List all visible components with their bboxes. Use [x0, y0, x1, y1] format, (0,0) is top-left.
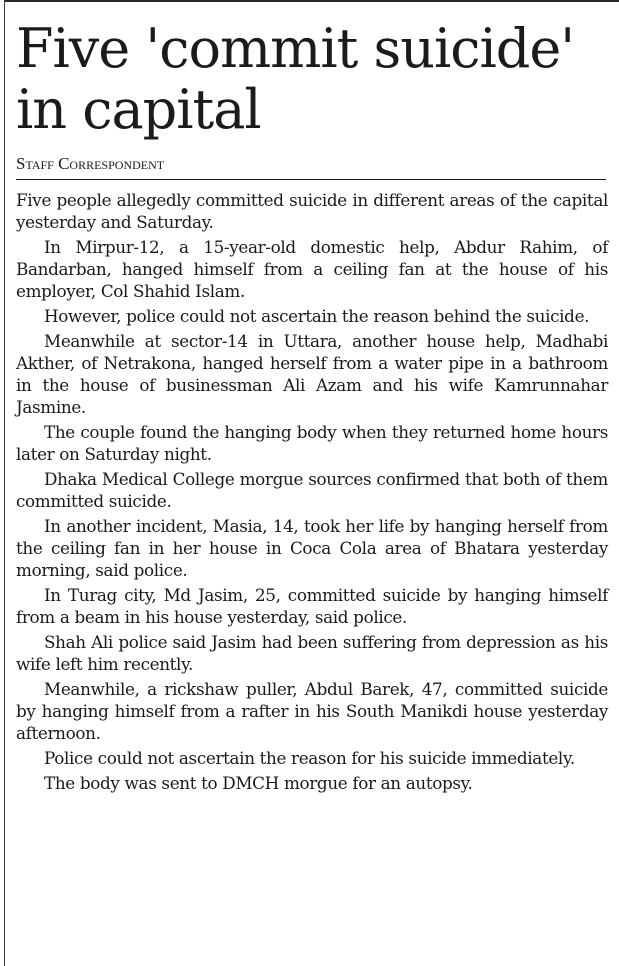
paragraph-8: In Turag city, Md Jasim, 25, committed suicide by hanging himself from a beam in his house yesterday, said police.	[16, 585, 608, 627]
paragraph-10: Meanwhile, a rickshaw puller, Abdul Barek, 47, committed suicide by hanging himself from a rafter in his South Manikdi house yesterday afternoon.	[16, 679, 608, 743]
paragraph-12: The body was sent to DMCH morgue for an autopsy.	[44, 773, 473, 793]
news-article	[16, 18, 608, 797]
paragraph-2: In Mirpur-12, a 15-year-old domestic help, Abdur Rahim, of Bandarban, hanged himself from a ceiling fan at the house of his employer, Col Shahid Islam.	[16, 237, 608, 301]
paragraph-5: The couple found the hanging body when they returned home hours later on Saturday night.	[16, 422, 608, 464]
article-body	[16, 189, 608, 794]
headline	[16, 18, 608, 140]
byline: Staff Correspondent	[16, 154, 606, 180]
headline-line-2: in capital	[16, 78, 261, 141]
paragraph-11: Police could not ascertain the reason for his suicide immediately.	[44, 748, 575, 768]
paragraph-3: However, police could not ascertain the reason behind the suicide.	[44, 306, 590, 326]
headline-line-1: Five 'commit suicide'	[16, 17, 575, 80]
left-border	[4, 0, 5, 966]
top-border	[4, 0, 619, 2]
paragraph-1: Five people allegedly committed suicide in different areas of the capital yesterday and Saturday.	[16, 190, 608, 232]
paragraph-6: Dhaka Medical College morgue sources confirmed that both of them committed suicide.	[16, 469, 608, 511]
paragraph-7: In another incident, Masia, 14, took her life by hanging herself from the ceiling fan in her house in Coca Cola area of Bhatara yesterday morning, said police.	[16, 516, 608, 580]
paragraph-4: Meanwhile at sector-14 in Uttara, another house help, Madhabi Akther, of Netrakona, hanged herself from a water pipe in a bathroom in the house of businessman Ali Azam and his wife Kamrunnahar Jasmine.	[16, 331, 608, 417]
paragraph-9: Shah Ali police said Jasim had been suffering from depression as his wife left him recently.	[16, 632, 608, 674]
